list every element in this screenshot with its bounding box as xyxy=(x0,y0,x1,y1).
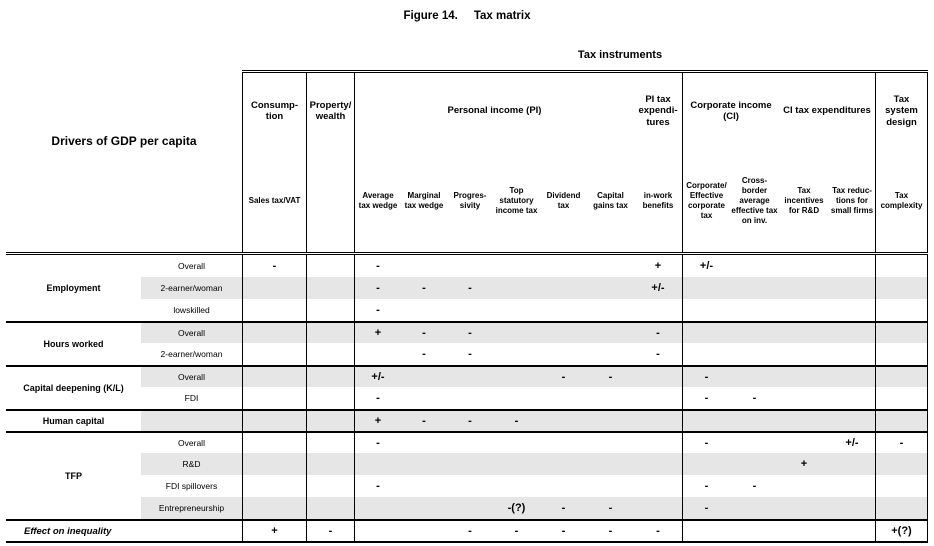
mark-cell: +/- xyxy=(634,277,682,299)
mark-cell xyxy=(779,519,829,541)
mark-cell: - xyxy=(682,431,730,453)
mark-cell xyxy=(401,453,447,475)
mark-cell xyxy=(493,431,540,453)
mark-cell xyxy=(447,387,493,409)
mark-cell: + xyxy=(354,409,401,431)
subcategory-label: Overall xyxy=(141,321,242,343)
mark-cell xyxy=(829,365,875,387)
mark-cell: - xyxy=(468,348,472,360)
mark-cell xyxy=(242,475,306,497)
mark-cell: +/- xyxy=(682,255,730,277)
mark-cell xyxy=(682,321,730,343)
mark-cell xyxy=(587,299,634,321)
mark-cell xyxy=(730,299,779,321)
mark-cell xyxy=(306,453,354,475)
mark-cell xyxy=(634,475,682,497)
mark-cell xyxy=(493,453,540,475)
mark-cell xyxy=(730,255,779,277)
mark-cell xyxy=(354,519,401,541)
mark-cell: -(?) xyxy=(493,497,540,519)
subcategory-label: Overall xyxy=(178,261,205,271)
mark-cell xyxy=(829,475,875,497)
mark-cell xyxy=(730,365,779,387)
mark-cell xyxy=(829,497,875,519)
mark-cell xyxy=(730,431,779,453)
mark-cell xyxy=(540,431,587,453)
mark-cell xyxy=(401,365,447,387)
mark-cell xyxy=(875,255,928,277)
mark-cell: - xyxy=(354,431,401,453)
subcategory-label: 2-earner/woman xyxy=(141,277,242,299)
mark-cell xyxy=(447,431,493,453)
mark-cell xyxy=(401,519,447,541)
mark-cell xyxy=(587,277,634,299)
mark-cell xyxy=(401,299,447,321)
mark-cell xyxy=(306,387,354,409)
mark-cell xyxy=(447,255,493,277)
mark-cell xyxy=(401,255,447,277)
mark-cell xyxy=(779,387,829,409)
tax-instruments-header: Tax instruments xyxy=(577,49,663,61)
mark-cell: - xyxy=(634,519,682,541)
mark-cell xyxy=(306,277,354,299)
col-corporate-tax: Corporate/ Effective corporate tax xyxy=(682,149,730,252)
mark-cell xyxy=(779,255,829,277)
mark-cell xyxy=(306,321,354,343)
mark-cell xyxy=(354,497,401,519)
mark-cell xyxy=(540,409,587,431)
mark-cell: + xyxy=(354,321,401,343)
mark-cell xyxy=(634,409,682,431)
column-headers xyxy=(242,70,928,252)
mark-cell xyxy=(779,277,829,299)
mark-cell xyxy=(875,365,928,387)
mark-cell: - xyxy=(682,365,730,387)
mark-cell xyxy=(587,343,634,365)
mark-cell xyxy=(242,453,306,475)
mark-cell xyxy=(829,409,875,431)
mark-cell: - xyxy=(401,409,447,431)
mark-cell xyxy=(401,387,447,409)
mark-cell xyxy=(730,409,779,431)
mark-cell xyxy=(540,255,587,277)
mark-cell xyxy=(829,519,875,541)
mark-cell: - xyxy=(634,321,682,343)
mark-cell: +(?) xyxy=(875,519,928,541)
mark-cell xyxy=(242,343,306,365)
mark-cell xyxy=(730,453,779,475)
mark-cell xyxy=(875,343,928,365)
mark-cell xyxy=(875,409,928,431)
col-inwork-benefits: in-work benefits xyxy=(642,190,674,210)
subcategory-label: 2-earner/woman xyxy=(160,349,223,359)
mark-cell xyxy=(493,387,540,409)
mark-cell xyxy=(540,475,587,497)
mark-cell: - xyxy=(306,519,354,541)
mark-cell: + xyxy=(654,260,662,272)
category-label: Capital deepening (K/L) xyxy=(6,365,141,409)
mark-cell xyxy=(306,409,354,431)
mark-cell: - xyxy=(447,277,493,299)
mark-cell xyxy=(829,299,875,321)
mark-cell: - xyxy=(587,365,634,387)
mark-cell: - xyxy=(587,519,634,541)
mark-cell: - xyxy=(682,387,730,409)
mark-cell xyxy=(875,321,928,343)
mark-cell: - xyxy=(682,497,730,519)
mark-cell xyxy=(306,365,354,387)
mark-cell xyxy=(829,453,875,475)
mark-cell xyxy=(447,299,493,321)
mark-cell: - xyxy=(540,497,587,519)
mark-cell xyxy=(779,299,829,321)
mark-cell xyxy=(401,475,447,497)
mark-cell: - xyxy=(354,299,401,321)
mark-cell xyxy=(242,365,306,387)
mark-cell xyxy=(540,343,587,365)
mark-cell xyxy=(634,453,682,475)
mark-cell: +/- xyxy=(354,365,401,387)
mark-cell xyxy=(682,277,730,299)
mark-cell xyxy=(829,343,875,365)
mark-cell xyxy=(242,299,306,321)
table-body xyxy=(6,252,928,543)
mark-cell xyxy=(875,387,928,409)
inequality-row-label: Effect on inequality xyxy=(6,519,242,541)
col-property-wealth xyxy=(306,149,354,252)
subcategory-label: FDI spillovers xyxy=(165,481,218,491)
mark-cell xyxy=(634,431,682,453)
col-cross-border: Cross-border average effective tax on inv. xyxy=(731,175,778,225)
mark-cell xyxy=(829,277,875,299)
mark-cell xyxy=(242,431,306,453)
col-capital-gains: Capital gains tax xyxy=(593,190,628,210)
mark-cell xyxy=(875,475,928,497)
figure-title xyxy=(0,10,934,22)
mark-cell: - xyxy=(682,475,730,497)
mark-cell: - xyxy=(447,409,493,431)
mark-cell xyxy=(447,497,493,519)
mark-cell xyxy=(540,321,587,343)
mark-cell xyxy=(540,453,587,475)
col-group-personal-income xyxy=(354,73,682,149)
mark-cell: - xyxy=(354,277,401,299)
mark-cell: - xyxy=(354,255,401,277)
mark-cell: - xyxy=(540,519,587,541)
mark-cell xyxy=(493,343,540,365)
mark-cell xyxy=(730,519,779,541)
mark-cell xyxy=(682,453,730,475)
mark-cell xyxy=(540,299,587,321)
mark-cell: - xyxy=(422,348,426,360)
subcategory-label: Entrepreneurship xyxy=(141,497,242,519)
mark-cell xyxy=(779,475,829,497)
group-header-row xyxy=(242,73,928,149)
mark-cell xyxy=(587,409,634,431)
subcategory-label: R&D xyxy=(141,453,242,475)
category-label: Hours worked xyxy=(6,321,141,365)
mark-cell xyxy=(306,431,354,453)
drivers-header: Drivers of GDP per capita xyxy=(51,134,197,148)
col-small-firms: Tax reduc- tions for small firms xyxy=(830,185,874,215)
mark-cell: - xyxy=(752,480,757,492)
col-sales-tax: Sales tax/VAT xyxy=(242,149,306,252)
mark-cell: + xyxy=(779,453,829,475)
mark-cell xyxy=(306,475,354,497)
mark-cell xyxy=(447,453,493,475)
mark-cell xyxy=(634,365,682,387)
mark-cell: - xyxy=(354,475,401,497)
mark-cell xyxy=(587,255,634,277)
mark-cell xyxy=(493,475,540,497)
mark-cell: - xyxy=(587,497,634,519)
mark-cell xyxy=(354,453,401,475)
mark-cell xyxy=(730,343,779,365)
mark-cell xyxy=(779,321,829,343)
mark-cell xyxy=(779,343,829,365)
mark-cell xyxy=(306,497,354,519)
mark-cell xyxy=(242,387,306,409)
mark-cell xyxy=(306,343,354,365)
mark-cell xyxy=(682,343,730,365)
mark-cell xyxy=(875,497,928,519)
mark-cell xyxy=(682,409,730,431)
mark-cell: - xyxy=(401,277,447,299)
col-average-tax-wedge: Average tax wedge xyxy=(354,149,401,252)
mark-cell xyxy=(829,387,875,409)
mark-cell: - xyxy=(875,431,928,453)
mark-cell xyxy=(730,497,779,519)
mark-cell: - xyxy=(656,348,660,360)
mark-cell xyxy=(587,475,634,497)
col-group-property: Property/ wealth xyxy=(306,73,354,149)
mark-cell: - xyxy=(447,321,493,343)
mark-cell xyxy=(730,321,779,343)
mark-cell xyxy=(875,277,928,299)
mark-cell xyxy=(829,255,875,277)
col-group-ci-expenditures: CI tax expenditures xyxy=(783,105,871,117)
col-top-statutory: Top statutory income tax xyxy=(495,185,538,215)
mark-cell xyxy=(242,409,306,431)
col-group-tax-system: Tax system design xyxy=(875,73,928,149)
mark-cell xyxy=(875,299,928,321)
mark-cell xyxy=(682,299,730,321)
col-progressivity: Progres- sivity xyxy=(453,190,487,210)
mark-cell xyxy=(401,431,447,453)
mark-cell xyxy=(779,365,829,387)
col-rd-incentives: Tax incentives for R&D xyxy=(784,185,824,215)
mark-cell xyxy=(306,299,354,321)
mark-cell xyxy=(242,277,306,299)
mark-cell: - xyxy=(242,255,306,277)
col-tax-complexity: Tax complexity xyxy=(875,149,928,252)
mark-cell xyxy=(401,497,447,519)
figure-name: Tax matrix xyxy=(473,10,531,22)
mark-cell xyxy=(875,453,928,475)
table-header xyxy=(6,70,928,252)
mark-cell xyxy=(493,365,540,387)
sub-header-row xyxy=(242,149,928,252)
col-marginal-tax-wedge: Marginal tax wedge xyxy=(404,190,444,210)
mark-cell xyxy=(730,277,779,299)
mark-cell xyxy=(540,277,587,299)
mark-cell xyxy=(493,255,540,277)
mark-cell xyxy=(306,255,354,277)
figure-number: Figure 14. xyxy=(403,10,458,22)
mark-cell xyxy=(587,431,634,453)
mark-cell xyxy=(242,497,306,519)
subcategory-label: FDI xyxy=(184,393,199,403)
col-group-corporate-income xyxy=(682,73,875,149)
col-group-pi-label: Personal income (PI) xyxy=(447,105,542,117)
col-group-consumption: Consump-tion xyxy=(242,73,306,149)
mark-cell xyxy=(587,387,634,409)
mark-cell: +/- xyxy=(829,431,875,453)
mark-cell: - xyxy=(493,519,540,541)
mark-cell: - xyxy=(752,392,757,404)
mark-cell: - xyxy=(540,365,587,387)
mark-cell xyxy=(587,453,634,475)
mark-cell xyxy=(242,321,306,343)
mark-cell xyxy=(493,277,540,299)
mark-cell xyxy=(634,299,682,321)
mark-cell: - xyxy=(354,387,401,409)
mark-cell xyxy=(354,343,401,365)
category-label: Human capital xyxy=(6,409,141,431)
mark-cell xyxy=(634,387,682,409)
tax-matrix-table xyxy=(6,70,928,543)
col-dividend-tax: Dividend tax xyxy=(546,190,581,210)
category-label: TFP xyxy=(6,431,141,519)
mark-cell: - xyxy=(401,321,447,343)
mark-cell xyxy=(447,365,493,387)
mark-cell xyxy=(779,497,829,519)
mark-cell xyxy=(447,475,493,497)
mark-cell: - xyxy=(493,409,540,431)
col-group-pi-expenditures: PI tax expendi- tures xyxy=(638,93,678,128)
mark-cell xyxy=(829,321,875,343)
mark-cell xyxy=(540,387,587,409)
mark-cell xyxy=(779,409,829,431)
mark-cell xyxy=(587,321,634,343)
subcategory-label: Overall xyxy=(141,365,242,387)
mark-cell: - xyxy=(447,519,493,541)
subcategory-label: Overall xyxy=(141,431,242,453)
col-group-ci-label: Corporate income (CI) xyxy=(690,99,772,122)
mark-cell: + xyxy=(242,519,306,541)
mark-cell xyxy=(634,497,682,519)
mark-cell xyxy=(493,299,540,321)
mark-cell xyxy=(682,519,730,541)
mark-cell xyxy=(493,321,540,343)
category-label: Employment xyxy=(46,282,101,293)
subcategory-label xyxy=(141,409,242,431)
mark-cell xyxy=(779,431,829,453)
subcategory-label: lowskilled xyxy=(173,305,210,315)
